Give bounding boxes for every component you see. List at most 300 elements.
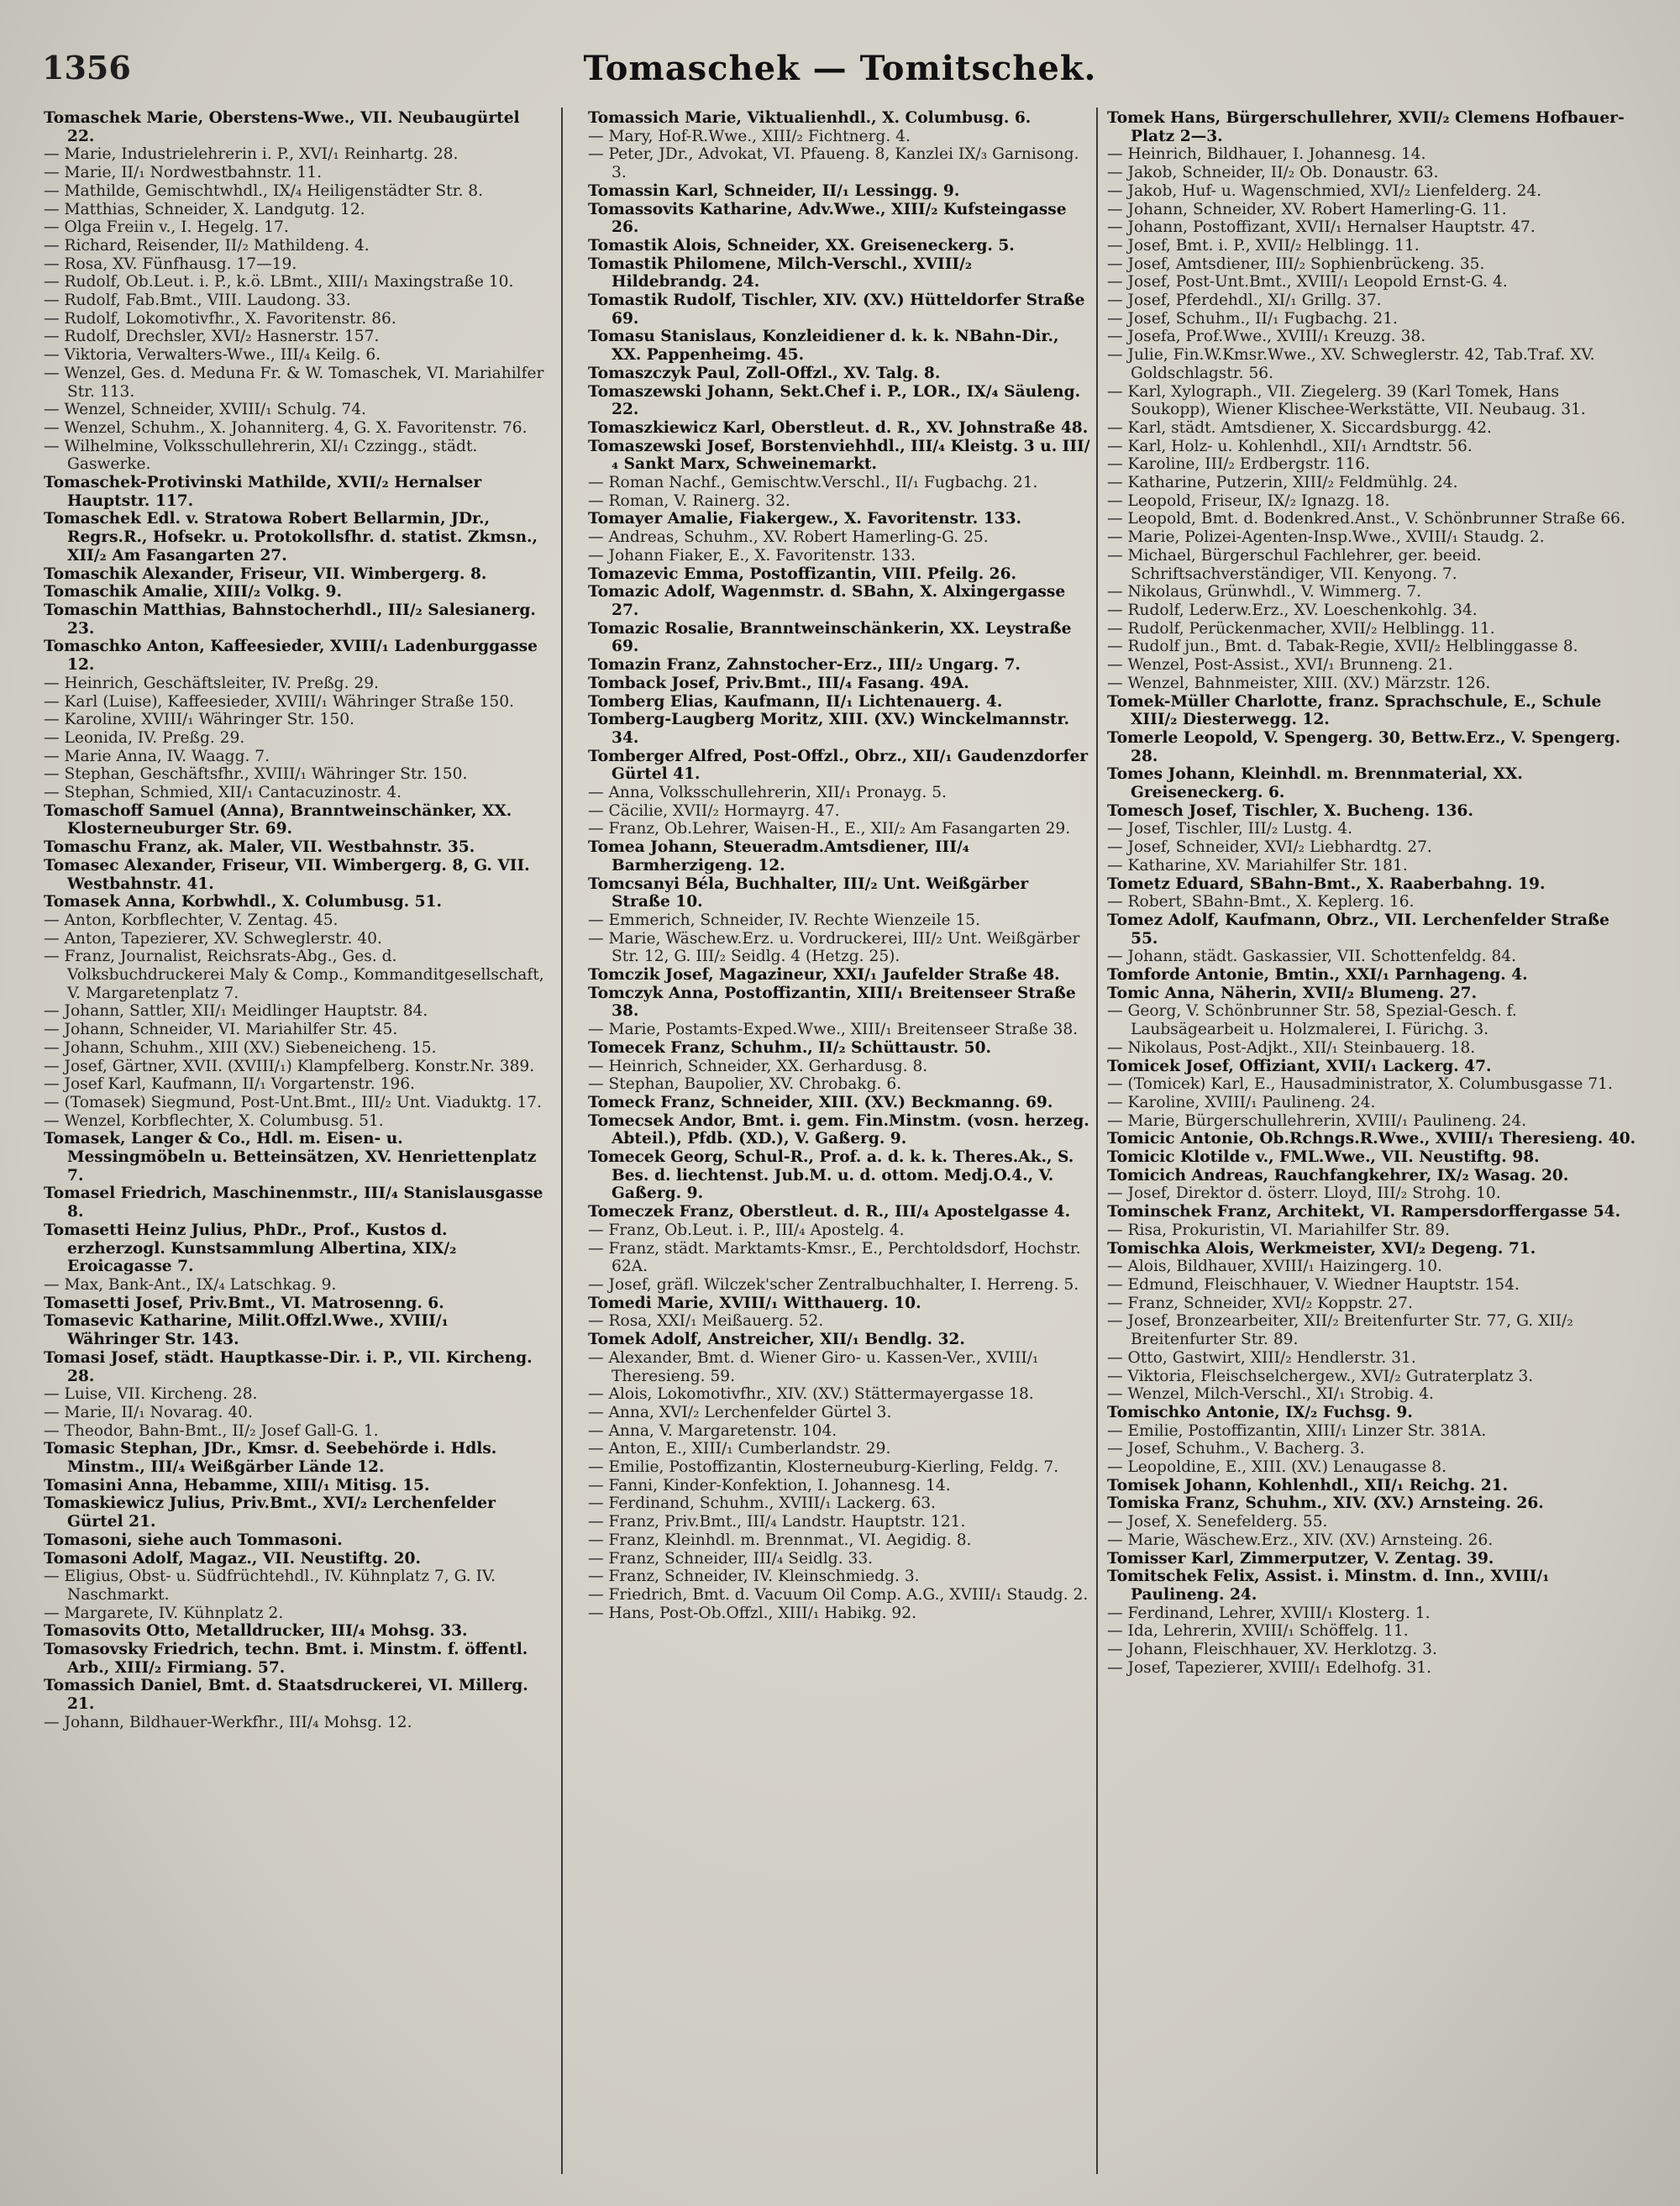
entry-text: Tomasoni Adolf, Magaz., VII. Neustiftg. 20. — [44, 1549, 421, 1568]
directory-entry — [588, 365, 1092, 383]
entry-text: Tomasu Stanislaus, Konzleidiener d. k. k. NBahn-Dir., XX. Pappenheimg. 45. — [588, 328, 1059, 365]
directory-entry — [1107, 419, 1636, 438]
directory-entry — [588, 438, 1092, 474]
directory-entry — [44, 1295, 546, 1313]
column-3 — [1107, 109, 1636, 2184]
entry-text: Tomesch Josef, Tischler, X. Bucheng. 136. — [1107, 801, 1473, 820]
entry-text: — Stephan, Geschäftsfhr., XVIII/₁ Währinger Str. 150. — [44, 765, 468, 784]
entry-text: — Mathilde, Gemischtwhdl., IX/₄ Heiligenstädter Str. 8. — [44, 181, 484, 200]
directory-entry — [588, 1440, 1092, 1458]
directory-entry — [44, 1440, 546, 1476]
entry-text: — Katharine, XV. Mariahilfer Str. 181. — [1107, 856, 1408, 875]
entry-text: — Wenzel, Korbflechter, X. Columbusg. 51. — [44, 1111, 384, 1130]
directory-entry — [1107, 1494, 1636, 1513]
directory-entry — [44, 638, 546, 674]
directory-entry — [1107, 1605, 1636, 1623]
directory-entry — [44, 693, 546, 712]
entry-text: — Josef, Schuhm., V. Bacherg. 3. — [1107, 1440, 1365, 1458]
directory-entry — [44, 838, 546, 857]
directory-entry — [44, 1531, 546, 1550]
entry-text: Tomaschik Amalie, XIII/₂ Volkg. 9. — [44, 583, 342, 601]
directory-entry — [588, 1058, 1092, 1076]
entry-text: — Wilhelmine, Volksschullehrerin, XI/₁ Czzingg., städt. Gaswerke. — [44, 437, 478, 474]
entry-text: Tomeczek Franz, Oberstleut. d. R., III/₄ Apostelgasse 4. — [588, 1203, 1071, 1221]
entry-text: Tomasovsky Friedrich, techn. Bmt. i. Minstm. f. öffentl. Arb., XIII/₂ Firmiang. 57. — [44, 1641, 528, 1677]
directory-entry — [1107, 109, 1636, 145]
entry-text: — Franz, Schneider, III/₄ Seidlg. 33. — [588, 1549, 874, 1568]
entry-text: — Leopold, Bmt. d. Bodenkred.Anst., V. Schönbrunner Straße 66. — [1107, 510, 1625, 528]
entry-text: Tomasini Anna, Hebamme, XIII/₁ Mitisg. 15. — [44, 1476, 430, 1494]
directory-entry — [1107, 1641, 1636, 1659]
directory-entry — [1107, 656, 1636, 675]
directory-entry — [44, 365, 546, 401]
directory-entry — [1107, 948, 1636, 966]
entry-text: — Julie, Fin.W.Kmsr.Wwe., XV. Schweglerstr. 42, Tab.Traf. XV. Goldschlagstr. 56. — [1107, 346, 1595, 382]
directory-entry — [588, 1477, 1092, 1495]
entry-text: Tomazin Franz, Zahnstocher-Erz., III/₂ Ungarg. 7. — [588, 656, 1021, 675]
entry-text: Tomazevic Emma, Postoffizantin, VIII. Pfeilg. 26. — [588, 565, 1017, 583]
entry-text: Tomisek Johann, Kohlenhdl., XII/₁ Reichg. 21. — [1107, 1476, 1509, 1494]
entry-text: Tomassin Karl, Schneider, II/₁ Lessingg. 9. — [588, 181, 960, 200]
entry-text: — Emilie, Postoffizantin, Klosterneuburg-Kierling, Feldg. 7. — [588, 1458, 1059, 1477]
entry-text: Tomasetti Josef, Priv.Bmt., VI. Matrosenng. 6. — [44, 1294, 444, 1312]
entry-text: — Josef, Tapezierer, XVIII/₁ Edelhofg. 31. — [1107, 1658, 1432, 1677]
entry-text: — Josef, Bronzearbeiter, XII/₂ Breitenfurter Str. 77, G. XII/₂ Breitenfurter Str. 89. — [1107, 1312, 1573, 1349]
entry-text: — Peter, JDr., Advokat, VI. Pfaueng. 8, Kanzlei IX/₃ Garnisong. 3. — [588, 145, 1079, 182]
directory-entry — [588, 1458, 1092, 1477]
entry-text: Tomaschik Alexander, Friseur, VII. Wimbergerg. 8. — [44, 565, 487, 583]
entry-text: Tomasoni, siehe auch Tommasoni. — [44, 1531, 343, 1549]
entry-text: — Richard, Reisender, II/₂ Mathildeng. 4. — [44, 236, 370, 255]
directory-entry — [44, 857, 546, 893]
entry-text: Tomasi Josef, städt. Hauptkasse-Dir. i. P., VII. Kircheng. 28. — [44, 1348, 533, 1385]
entry-text: Tomberger Alfred, Post-Offzl., Obrz., XII/₁ Gaudenzdorfer Gürtel 41. — [588, 747, 1089, 784]
entry-text: Tomecsek Andor, Bmt. i. gem. Fin.Minstm. (vosn. herzeg. Abteil.), Pfdb. (XD.), V. Gaßerg. 9. — [588, 1111, 1089, 1148]
entry-text: Tomaschko Anton, Kaffeesieder, XVIII/₁ Ladenburggasse 12. — [44, 638, 538, 675]
entry-text: — Jakob, Huf- u. Wagenschmied, XVI/₂ Lienfelderg. 24. — [1107, 181, 1542, 200]
entry-text: — Franz, städt. Marktamts-Kmsr., E., Perchtoldsdorf, Hochstr. 62A. — [588, 1239, 1081, 1276]
entry-text: Tomaschek Edl. v. Stratowa Robert Bellarmin, JDr., Regrs.R., Hofsekr. u. Protokollsfhr. d. statist. Zkmsn., XII/₂ Am Fasangarten 27. — [44, 510, 538, 565]
entry-text: — Franz, Ob.Leut. i. P., III/₄ Apostelg. 4. — [588, 1221, 905, 1239]
directory-entry — [44, 474, 546, 510]
entry-text: Tomaschin Matthias, Bahnstocherhdl., III/₂ Salesianerg. 23. — [44, 601, 536, 638]
entry-text: Tomedi Marie, XVIII/₁ Witthauerg. 10. — [588, 1294, 921, 1312]
directory-entry — [1107, 164, 1636, 182]
entry-text: Tomasec Alexander, Friseur, VII. Wimbergerg. 8, G. VII. Westbahnstr. 41. — [44, 856, 530, 893]
directory-entry — [588, 1586, 1092, 1605]
entry-text: — Anna, Volksschullehrerin, XII/₁ Pronayg. 5. — [588, 784, 947, 802]
entry-text: — Marie, Bürgerschullehrerin, XVIII/₁ Paulineng. 24. — [1107, 1111, 1527, 1130]
directory-entry — [1107, 292, 1636, 310]
entry-text: — (Tomicek) Karl, E., Hausadministrator, X. Columbusgasse 71. — [1107, 1075, 1613, 1094]
directory-entry — [44, 201, 546, 219]
entry-text: — Karl, Xylograph., VII. Ziegelerg. 39 (Karl Tomek, Hans Soukopp), Wiener Klischee-Werkstätte, VII. Neubaug. 31. — [1107, 382, 1586, 419]
directory-entry — [588, 1221, 1092, 1240]
entry-text: — Josef, Direktor d. österr. Lloyd, III/₂ Strohg. 10. — [1107, 1184, 1501, 1203]
directory-entry — [1107, 383, 1636, 419]
entry-text: — Rudolf, Lederw.Erz., XV. Loeschenkohlg. 34. — [1107, 601, 1478, 619]
entry-text: — Johann, städt. Gaskassier, VII. Schottenfeldg. 84. — [1107, 948, 1517, 966]
directory-entry — [1107, 638, 1636, 656]
directory-entry — [588, 875, 1092, 911]
entry-text: — Emmerich, Schneider, IV. Rechte Wienzeile 15. — [588, 911, 981, 929]
directory-entry — [588, 528, 1092, 547]
entry-text: — Olga Freiin v., I. Hegelg. 17. — [44, 218, 289, 237]
directory-entry — [44, 1550, 546, 1568]
entry-text: — Marie, Industrielehrerin i. P., XVI/₁ Reinhartg. 28. — [44, 145, 459, 164]
directory-entry — [1107, 328, 1636, 346]
entry-text: Tomek Adolf, Anstreicher, XII/₁ Bendlg. 32. — [588, 1331, 965, 1349]
entry-text: Tomasek Anna, Korbwhdl., X. Columbusg. 51. — [44, 893, 443, 911]
entry-text: — Jakob, Schneider, II/₂ Ob. Donaustr. 63. — [1107, 164, 1439, 182]
directory-entry — [1107, 1167, 1636, 1185]
directory-entry — [44, 1605, 546, 1623]
directory-entry — [44, 583, 546, 601]
directory-entry — [44, 109, 546, 145]
directory-entry — [588, 492, 1092, 511]
directory-entry — [44, 1112, 546, 1131]
directory-entry — [1107, 1094, 1636, 1112]
directory-entry — [588, 1276, 1092, 1295]
directory-entry — [44, 802, 546, 838]
directory-entry — [588, 966, 1092, 985]
directory-entry — [588, 1094, 1092, 1112]
entry-text: — Stephan, Baupolier, XV. Chrobakg. 6. — [588, 1075, 902, 1094]
entry-text: Tomerle Leopold, V. Spengerg. 30, Bettw.Erz., V. Spengerg. 28. — [1107, 728, 1621, 765]
entry-text: Tomberg Elias, Kaufmann, II/₁ Lichtenauerg. 4. — [588, 692, 1003, 711]
entry-text: Tometz Eduard, SBahn-Bmt., X. Raaberbahng. 19. — [1107, 875, 1546, 893]
directory-entry — [44, 601, 546, 638]
directory-entry — [44, 1477, 546, 1495]
directory-entry — [588, 985, 1092, 1021]
directory-entry — [44, 765, 546, 784]
entry-text: — Risa, Prokuristin, VI. Mariahilfer Str. 89. — [1107, 1221, 1450, 1239]
directory-entry — [1107, 1513, 1636, 1531]
entry-text: — Heinrich, Schneider, XX. Gerhardusg. 8. — [588, 1057, 928, 1075]
entry-text: — Franz, Journalist, Reichsrats-Abg., Ges. d. Volksbuchdruckerei Maly & Comp., Kommanditgesellschaft, V. Margaretenplatz 7. — [44, 948, 544, 1002]
directory-entry — [44, 346, 546, 365]
entry-text: — Matthias, Schneider, X. Landgutg. 12. — [44, 200, 365, 218]
directory-entry — [44, 182, 546, 201]
directory-entry — [1107, 474, 1636, 492]
entry-text: Tomicic Klotilde v., FML.Wwe., VII. Neustiftg. 98. — [1107, 1148, 1540, 1167]
entry-text: — Heinrich, Bildhauer, I. Johannesg. 14. — [1107, 145, 1426, 164]
directory-entry — [588, 656, 1092, 675]
directory-entry — [588, 675, 1092, 693]
page-number: 1356 — [42, 49, 131, 87]
entry-text: — Rosa, XXI/₁ Meißauerg. 52. — [588, 1312, 824, 1331]
entry-text: Tomaschoff Samuel (Anna), Branntweinschänker, XX. Klosterneuburger Str. 69. — [44, 801, 512, 838]
entry-text: — Karl, städt. Amtsdiener, X. Siccardsburgg. 42. — [1107, 418, 1492, 437]
directory-entry — [44, 1494, 546, 1531]
directory-entry — [1107, 1112, 1636, 1131]
directory-entry — [1107, 1531, 1636, 1550]
directory-entry — [1107, 1477, 1636, 1495]
page-header — [42, 49, 1638, 99]
entry-text: — Emilie, Postoffizantin, XIII/₁ Linzer Str. 381A. — [1107, 1421, 1487, 1440]
entry-text: — Michael, Bürgerschul Fachlehrer, ger. beeid. Schriftsachverständiger, VII. Kenyong. 7. — [1107, 546, 1482, 583]
directory-entry — [588, 693, 1092, 712]
entry-text: Tomasek, Langer & Co., Hdl. m. Eisen- u. Messingmöbeln u. Betteinsätzen, XV. Henriettenplatz 7. — [44, 1130, 537, 1184]
directory-entry — [1107, 985, 1636, 1003]
directory-entry — [588, 1568, 1092, 1586]
entry-text: — Johann, Bildhauer-Werkfhr., III/₄ Mohsg. 12. — [44, 1713, 412, 1731]
directory-entry — [1107, 693, 1636, 729]
directory-entry — [588, 1385, 1092, 1404]
entry-text: — Johann, Postoffizant, XVII/₁ Hernalser Hauptstr. 47. — [1107, 218, 1536, 237]
entry-text: — Rudolf, Ob.Leut. i. P., k.ö. LBmt., XIII/₁ Maxingstraße 10. — [44, 273, 514, 292]
entry-text: — Leopoldine, E., XIII. (XV.) Lenaugasse 8. — [1107, 1458, 1446, 1477]
directory-entry — [44, 1404, 546, 1422]
directory-entry — [44, 675, 546, 693]
directory-entry — [44, 1385, 546, 1404]
directory-entry — [588, 820, 1092, 838]
directory-entry — [588, 255, 1092, 292]
entry-text: — Johann, Sattler, XII/₁ Meidlinger Hauptstr. 84. — [44, 1002, 428, 1021]
directory-entry — [1107, 1659, 1636, 1678]
directory-entry — [588, 1331, 1092, 1349]
directory-entry — [1107, 1184, 1636, 1203]
directory-entry — [1107, 1550, 1636, 1568]
directory-entry — [588, 1550, 1092, 1568]
entry-text: Tomez Adolf, Kaufmann, Obrz., VII. Lerchenfelder Straße 55. — [1107, 911, 1609, 948]
directory-entry — [44, 948, 546, 1002]
entry-text: Tomczyk Anna, Postoffizantin, XIII/₁ Breitenseer Straße 38. — [588, 984, 1076, 1021]
entry-text: — Josefa, Prof.Wwe., XVIII/₁ Kreuzg. 38. — [1107, 328, 1426, 346]
directory-entry — [1107, 765, 1636, 801]
directory-entry — [1107, 820, 1636, 838]
entry-text: Tomaszkiewicz Karl, Oberstleut. d. R., XV. Johnstraße 48. — [588, 418, 1089, 437]
entry-text: Tomea Johann, Steueradm.Amtsdiener, III/₄ Barmherzigeng. 12. — [588, 838, 969, 875]
entry-text: — Katharine, Putzerin, XIII/₂ Feldmühlg. 24. — [1107, 474, 1458, 492]
directory-entry — [1107, 455, 1636, 474]
directory-entry — [44, 237, 546, 255]
directory-entry — [588, 328, 1092, 364]
entry-text: — Karoline, XVIII/₁ Währinger Str. 150. — [44, 711, 354, 729]
entry-text: Tominschek Franz, Architekt, VI. Rampersdorffergasse 54. — [1107, 1203, 1621, 1221]
directory-entry — [44, 1221, 546, 1276]
directory-entry — [1107, 1075, 1636, 1094]
entry-text: Tomecek Franz, Schuhm., II/₂ Schüttaustr. 50. — [588, 1038, 992, 1057]
directory-entry — [44, 1021, 546, 1039]
entry-text: — Viktoria, Verwalters-Wwe., III/₄ Keilg. 6. — [44, 346, 381, 365]
directory-entry — [1107, 1368, 1636, 1386]
directory-entry — [44, 145, 546, 164]
directory-entry — [44, 911, 546, 930]
directory-entry — [588, 1531, 1092, 1550]
entry-text: — Wenzel, Post-Assist., XVI/₁ Brunneng. 21. — [1107, 656, 1453, 675]
directory-entry — [588, 1148, 1092, 1203]
directory-entry — [44, 1276, 546, 1295]
directory-entry — [1107, 547, 1636, 583]
directory-entry — [1107, 1295, 1636, 1313]
entry-text: — (Tomasek) Siegmund, Post-Unt.Bmt., III/₂ Unt. Viaduktg. 17. — [44, 1093, 542, 1111]
entry-text: — Karl, Holz- u. Kohlenhdl., XII/₁ Arndtstr. 56. — [1107, 437, 1473, 455]
entry-text: — Alexander, Bmt. d. Wiener Giro- u. Kassen-Ver., XVIII/₁ Theresieng. 59. — [588, 1348, 1039, 1385]
entry-text: Tomasevic Katharine, Milit.Offzl.Wwe., XVIII/₁ Währinger Str. 143. — [44, 1312, 449, 1349]
directory-entry — [44, 328, 546, 346]
directory-entry — [1107, 911, 1636, 948]
directory-entry — [44, 401, 546, 419]
entry-text: Tomczik Josef, Magazineur, XXI/₁ Jaufelder Straße 48. — [588, 966, 1060, 985]
directory-entry — [44, 711, 546, 729]
entry-text: Tomicek Josef, Offiziant, XVII/₁ Lackerg. 47. — [1107, 1057, 1492, 1075]
directory-entry — [588, 292, 1092, 328]
entry-text: Tomastik Philomene, Milch-Verschl., XVIII/₂ Hildebrandg. 24. — [588, 255, 973, 292]
entry-text: — Josef Karl, Kaufmann, II/₁ Vorgartenstr. 196. — [44, 1075, 415, 1094]
entry-text: Tomasel Friedrich, Maschinenmstr., III/₄ Stanislausgasse 8. — [44, 1184, 543, 1221]
entry-text: — Johann, Fleischhauer, XV. Herklotzg. 3. — [1107, 1641, 1437, 1659]
directory-entry — [588, 510, 1092, 528]
entry-text: — Rudolf, Perückenmacher, XVII/₂ Helblingg. 11. — [1107, 619, 1495, 638]
entry-text: Tomastik Alois, Schneider, XX. Greiseneckerg. 5. — [588, 236, 1015, 255]
directory-entry — [588, 419, 1092, 438]
entry-text: — Max, Bank-Ant., IX/₄ Latschkag. 9. — [44, 1276, 337, 1294]
directory-entry — [44, 218, 546, 237]
directory-entry — [588, 547, 1092, 565]
entry-text: — Josef, Pferdehdl., XI/₁ Grillg. 37. — [1107, 292, 1382, 310]
directory-entry — [44, 438, 546, 474]
directory-entry — [1107, 1203, 1636, 1221]
directory-entry — [44, 1075, 546, 1094]
entry-text: Tomiska Franz, Schuhm., XIV. (XV.) Arnsteing. 26. — [1107, 1494, 1544, 1513]
directory-entry — [1107, 1221, 1636, 1240]
entry-text: — Josef, Schneider, XVI/₂ Liebhardtg. 27. — [1107, 838, 1432, 857]
entry-text: — Josef, X. Senefelderg. 55. — [1107, 1513, 1328, 1531]
directory-entry — [44, 419, 546, 438]
directory-entry — [44, 1184, 546, 1221]
directory-entry — [1107, 492, 1636, 511]
directory-entry — [588, 145, 1092, 181]
directory-entry — [1107, 620, 1636, 638]
directory-entry — [1107, 1349, 1636, 1368]
directory-entry — [1107, 438, 1636, 456]
entry-text: — Wenzel, Schuhm., X. Johanniterg. 4, G. X. Favoritenstr. 76. — [44, 418, 528, 437]
entry-text: — Marie, Polizei-Agenten-Insp.Wwe., XVIII/₁ Staudg. 2. — [1107, 528, 1545, 547]
entry-text: — Ferdinand, Schuhm., XVIII/₁ Lackerg. 63. — [588, 1494, 936, 1513]
entry-text: Tomes Johann, Kleinhdl. m. Brennmaterial, XX. Greiseneckerg. 6. — [1107, 765, 1523, 802]
entry-text: — Franz, Priv.Bmt., III/₄ Landstr. Hauptstr. 121. — [588, 1513, 966, 1531]
directory-entry — [1107, 1002, 1636, 1038]
entry-text: Tomforde Antonie, Bmtin., XXI/₁ Parnhageng. 4. — [1107, 966, 1528, 985]
entry-text: — Marie, Wäschew.Erz., XIV. (XV.) Arnsteing. 26. — [1107, 1531, 1494, 1549]
entry-text: — Josef, gräfl. Wilczek'scher Zentralbuchhalter, I. Herreng. 5. — [588, 1276, 1079, 1294]
entry-text: — Anton, Korbflechter, V. Zentag. 45. — [44, 911, 339, 929]
entry-text: Tomazic Rosalie, Branntweinschänkerin, XX. Leystraße 69. — [588, 619, 1072, 656]
directory-entry — [44, 255, 546, 274]
directory-entry — [1107, 528, 1636, 547]
entry-text: — Karoline, XVIII/₁ Paulineng. 24. — [1107, 1093, 1376, 1111]
entry-text: — Marie, II/₁ Nordwestbahnstr. 11. — [44, 164, 322, 182]
column-divider — [1096, 108, 1098, 2174]
directory-entry — [588, 748, 1092, 784]
entry-text: — Luise, VII. Kircheng. 28. — [44, 1385, 258, 1404]
entry-text: Tomassovits Katharine, Adv.Wwe., XIII/₂ Kufsteingasse 26. — [588, 200, 1067, 237]
directory-entry — [44, 1422, 546, 1441]
entry-text: — Josef, Post-Unt.Bmt., XVIII/₁ Leopold Ernst-G. 4. — [1107, 273, 1508, 292]
directory-entry — [588, 237, 1092, 255]
directory-entry — [588, 911, 1092, 930]
entry-text: — Anton, Tapezierer, XV. Schweglerstr. 40. — [44, 929, 382, 948]
directory-entry — [588, 1112, 1092, 1148]
directory-entry — [1107, 1130, 1636, 1148]
entry-text: — Mary, Hof-R.Wwe., XIII/₂ Fichtnerg. 4. — [588, 127, 911, 145]
directory-entry — [588, 802, 1092, 821]
entry-text: — Cäcilie, XVII/₂ Hormayrg. 47. — [588, 801, 840, 820]
entry-text: — Wenzel, Milch-Verschl., XI/₁ Strobig. 4. — [1107, 1385, 1434, 1404]
directory-entry — [1107, 966, 1636, 985]
entry-text: — Otto, Gastwirt, XIII/₂ Hendlerstr. 31. — [1107, 1348, 1416, 1367]
directory-entry — [44, 1677, 546, 1713]
directory-entry — [44, 729, 546, 748]
directory-entry — [588, 1240, 1092, 1276]
directory-entry — [44, 1714, 546, 1732]
directory-entry — [588, 474, 1092, 492]
directory-entry — [1107, 893, 1636, 911]
entry-text: — Nikolaus, Post-Adjkt., XII/₁ Steinbauerg. 18. — [1107, 1038, 1476, 1057]
directory-entry — [1107, 255, 1636, 274]
directory-entry — [1107, 1276, 1636, 1295]
entry-text: Tomasic Stephan, JDr., Kmsr. d. Seebehörde i. Hdls. Minstm., III/₄ Weißgärber Lände 12. — [44, 1440, 497, 1477]
entry-text: — Heinrich, Geschäftsleiter, IV. Preßg. 29. — [44, 674, 379, 692]
directory-entry — [588, 1422, 1092, 1441]
entry-text: — Robert, SBahn-Bmt., X. Keplerg. 16. — [1107, 893, 1415, 911]
directory-entry — [1107, 675, 1636, 693]
entry-text: — Josef, Tischler, III/₂ Lustg. 4. — [1107, 820, 1353, 838]
directory-entry — [1107, 218, 1636, 237]
entry-text: — Wenzel, Schneider, XVIII/₁ Schulg. 74. — [44, 401, 366, 419]
entry-text: — Stephan, Schmied, XII/₁ Cantacuzinostr. 4. — [44, 784, 402, 802]
directory-entry — [1107, 875, 1636, 894]
directory-entry — [44, 510, 546, 565]
directory-entry — [44, 565, 546, 584]
entry-text: — Alois, Bildhauer, XVIII/₁ Haizingerg. 10. — [1107, 1258, 1442, 1276]
entry-text: — Johann Fiaker, E., X. Favoritenstr. 133. — [588, 546, 916, 565]
directory-entry — [1107, 1422, 1636, 1441]
entry-text: — Nikolaus, Grünwhdl., V. Wimmerg. 7. — [1107, 583, 1422, 601]
entry-text: — Franz, Ob.Lehrer, Waisen-H., E., XII/₂ Am Fasangarten 29. — [588, 820, 1071, 838]
entry-text: Tomaszewski Josef, Borstenviehhdl., III/₄ Kleistg. 3 u. III/₄ Sankt Marx, Schweinemarkt. — [588, 437, 1090, 474]
directory-entry — [588, 1404, 1092, 1422]
entry-text: — Georg, V. Schönbrunner Str. 58, Spezial-Gesch. f. Laubsägearbeit u. Holzmalerei, I. Fürichg. 3. — [1107, 1002, 1517, 1039]
entry-text: Tomaschu Franz, ak. Maler, VII. Westbahnstr. 35. — [44, 838, 475, 857]
entry-text: Tomic Anna, Näherin, XVII/₂ Blumeng. 27. — [1107, 984, 1478, 1002]
entry-text: — Hans, Post-Ob.Offzl., XIII/₁ Habikg. 92. — [588, 1604, 916, 1622]
directory-entry — [588, 1203, 1092, 1221]
entry-text: — Josef, Amtsdiener, III/₂ Sophienbrückeng. 35. — [1107, 255, 1485, 273]
directory-entry — [44, 1058, 546, 1076]
entry-text: — Josef, Bmt. i. P., XVII/₂ Helblingg. 11. — [1107, 236, 1420, 255]
entry-text: — Johann, Schuhm., XIII (XV.) Siebeneicheng. 15. — [44, 1038, 437, 1057]
entry-text: — Fanni, Kinder-Konfektion, I. Johannesg. 14. — [588, 1476, 951, 1494]
entry-text: — Rudolf, Fab.Bmt., VIII. Laudong. 33. — [44, 292, 351, 310]
entry-text: — Roman Nachf., Gemischtw.Verschl., II/₁ Fugbachg. 21. — [588, 474, 1038, 492]
directory-entry — [588, 565, 1092, 584]
directory-entry — [1107, 1404, 1636, 1422]
directory-entry — [44, 1568, 546, 1604]
entry-text: Tomassich Daniel, Bmt. d. Staatsdruckerei, VI. Millerg. 21. — [44, 1677, 528, 1714]
directory-entry — [44, 1641, 546, 1677]
entry-text: Tomischka Alois, Werkmeister, XVI/₂ Degeng. 71. — [1107, 1239, 1536, 1258]
directory-entry — [588, 182, 1092, 201]
entry-text: — Franz, Kleinhdl. m. Brennmat., VI. Aegidig. 8. — [588, 1531, 972, 1549]
directory-entry — [588, 1494, 1092, 1513]
entry-text: — Anton, E., XIII/₁ Cumberlandstr. 29. — [588, 1440, 891, 1458]
directory-entry — [44, 748, 546, 766]
directory-entry — [1107, 1240, 1636, 1258]
directory-entry — [44, 292, 546, 310]
entry-text: — Viktoria, Fleischselchergew., XVI/₂ Gutraterplatz 3. — [1107, 1367, 1534, 1385]
